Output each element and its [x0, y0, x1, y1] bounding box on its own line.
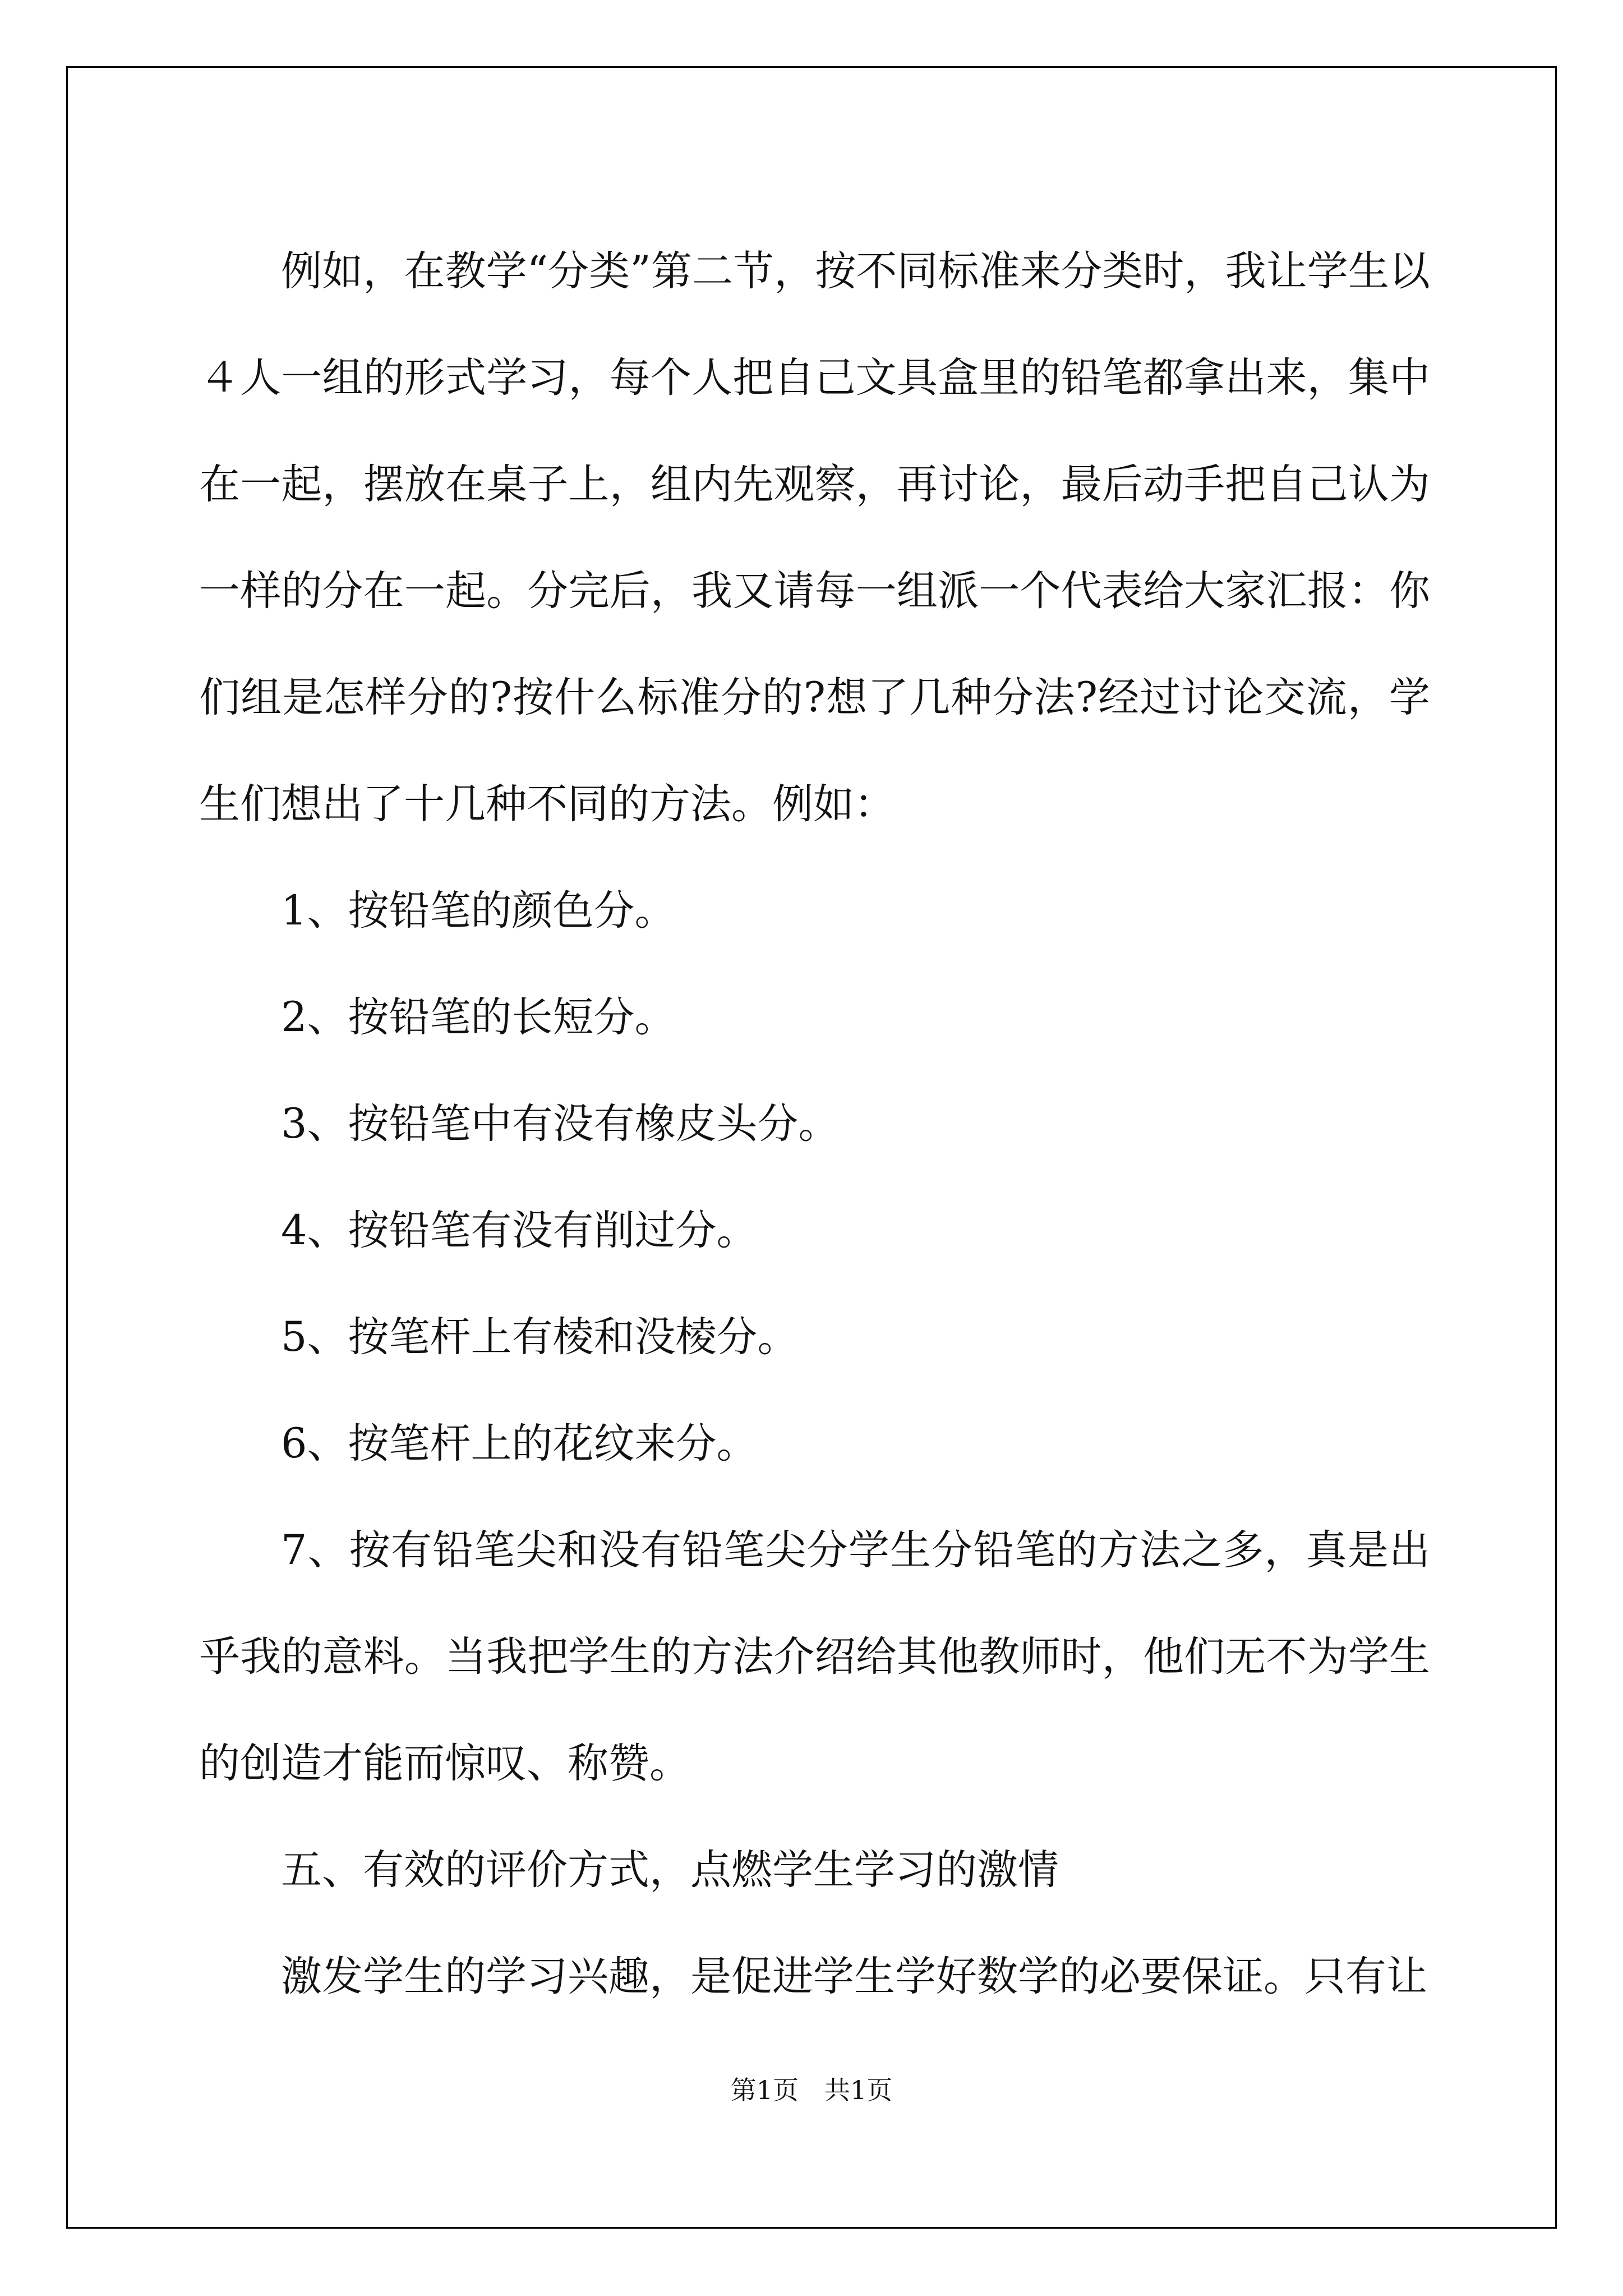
paragraph-continued: 激发学生的学习兴趣，是促进学生学好数学的必要保证。只有让 [281, 1953, 1427, 2000]
list-item-7: 7、按有铅笔尖和没有铅笔尖分学生分铅笔的方法之多，真是出乎我的意料。当我把学生的方法介绍给其他教师时，他们无不为学生的创造才能而惊叹、称赞。 [199, 1526, 1430, 1787]
list-item-4: 4、按铅笔有没有削过分。 [281, 1207, 758, 1254]
list-item-6: 6、按笔杆上的花纹来分。 [281, 1420, 758, 1467]
paragraph-intro: 例如，在教学“分类”第二节，按不同标准来分类时，我让学生以４人一组的形式学习，每个人把自己文具盒里的铅笔都拿出来，集中在一起，摆放在桌子上，组内先观察，再讨论，最后动手把自己认为一样的分在一起。分完后，我又请每一组派一个代表给大家汇报：你们组是怎样分的?按什么标准分的?想了几种分法?经过讨论交流，学生们想出了十几种不同的方法。例如： [199, 247, 1430, 828]
list-item-3: 3、按铅笔中有没有橡皮头分。 [281, 1100, 840, 1148]
page-number: 第1页 共1页 [730, 2075, 893, 2105]
list-item-2: 2、按铅笔的长短分。 [281, 993, 676, 1041]
list-item-5: 5、按笔杆上有棱和没棱分。 [281, 1313, 799, 1361]
document-body [199, 218, 1430, 2030]
list-item-1: 1、按铅笔的颜色分。 [281, 887, 676, 935]
section-heading: 五、有效的评价方式，点燃学生学习的激情 [281, 1846, 1059, 1894]
